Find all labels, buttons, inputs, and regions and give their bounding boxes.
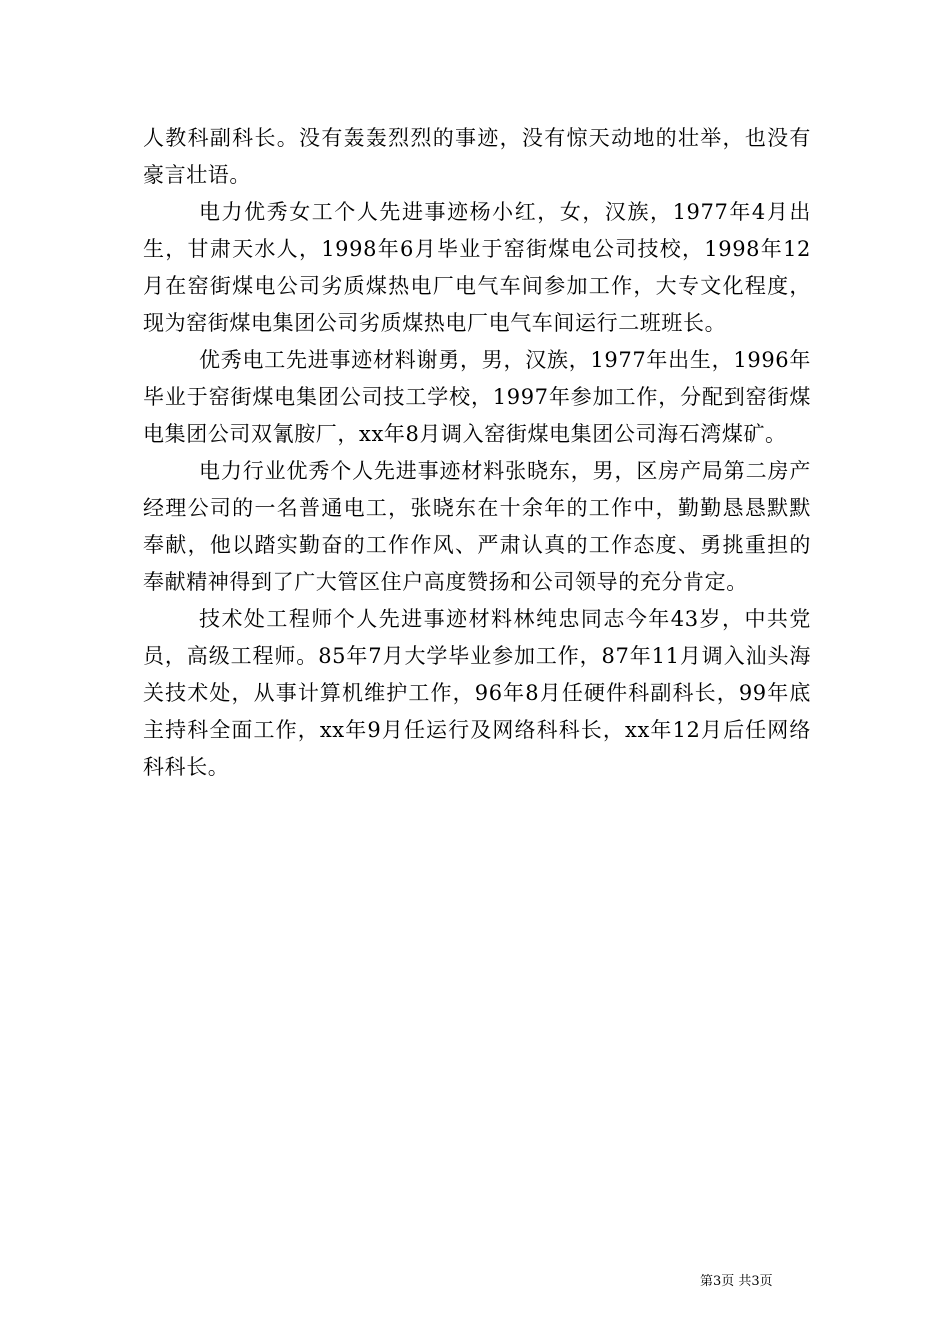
paragraph-lin-chunzhong: 技术处工程师个人先进事迹材料林纯忠同志今年43岁，中共党员，高级工程师。85年7月大学毕业参加工作，87年11月调入汕头海关技术处，从事计算机维护工作，96年8月任硬件科副科长，99年底主持科全面工作，xx年9月任运行及网络科科长，xx年12月后任网络科科长。 [143,607,811,779]
paragraph-yang-xiaohong: 电力优秀女工个人先进事迹杨小红，女，汉族，1977年4月出生，甘肃天水人，1998年6月毕业于窑街煤电公司技校，1998年12月在窑街煤电公司劣质煤热电厂电气车间参加工作，大专文化程度，现为窑街煤电集团公司劣质煤热电厂电气车间运行二班班长。 [143,200,811,335]
document-body [143,120,811,786]
paragraph-continuation: 人教科副科长。没有轰轰烈烈的事迹，没有惊天动地的壮举，也没有豪言壮语。 [143,126,811,187]
paragraph-xie-yong: 优秀电工先进事迹材料谢勇，男，汉族，1977年出生，1996年毕业于窑街煤电集团公司技工学校，1997年参加工作，分配到窑街煤电集团公司双氰胺厂，xx年8月调入窑街煤电集团公司海石湾煤矿。 [143,348,811,446]
page-number-footer: 第3页 共3页 [700,1274,773,1289]
paragraph-zhang-xiaodong: 电力行业优秀个人先进事迹材料张晓东，男，区房产局第二房产经理公司的一名普通电工，张晓东在十余年的工作中，勤勤恳恳默默奉献，他以踏实勤奋的工作作风、严肃认真的工作态度、勇挑重担的奉献精神得到了广大管区住户高度赞扬和公司领导的充分肯定。 [143,459,811,594]
